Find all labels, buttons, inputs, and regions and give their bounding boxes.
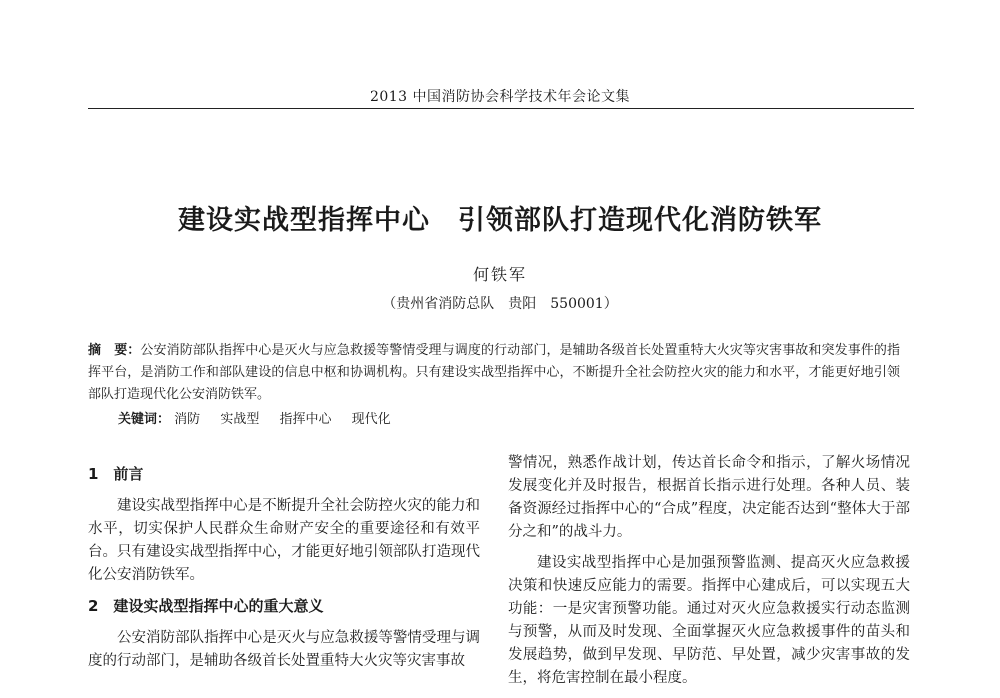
paper-title: 建设实战型指挥中心 引领部队打造现代化消防铁军 — [178, 205, 822, 236]
abstract-text: 公安消防部队指挥中心是灭火与应急救援等警情受理与调度的行动部门，是辅助各级首长处置重特大火灾等灾害事故和突发事件的指挥平台，是消防工作和部队建设的信息中枢和协调机构。只有建设实战型指挥中心，不断提升全社会防控火灾的能力和水平，才能更好地引领部队打造现代化公安消防铁军。 — [88, 343, 900, 402]
section-heading-introduction: 1 前言 — [88, 465, 144, 483]
body-paragraph: 建设实战型指挥中心是不断提升全社会防控火灾的能力和水平，切实保护人民群众生命财产安全的重要途径和有效平台。只有建设实战型指挥中心，才能更好地引领部队打造现代化公安消防铁军。 — [88, 498, 480, 583]
keyword: 实战型 — [220, 412, 260, 427]
keyword: 消防 — [174, 412, 201, 427]
running-header: 2013 中国消防协会科学技术年会论文集 — [369, 89, 631, 105]
abstract — [88, 340, 900, 406]
header-divider — [88, 108, 914, 109]
body-paragraph: 公安消防部队指挥中心是灭火与应急救援等警情受理与调度的行动部门，是辅助各级首长处置重特大火灾等灾害事故 — [88, 630, 480, 669]
abstract-label: 摘 要： — [88, 343, 141, 358]
author-affiliation: （贵州省消防总队 贵阳 550001） — [382, 296, 618, 312]
left-column — [88, 463, 480, 681]
section-heading-significance: 2 建设实战型指挥中心的重大意义 — [88, 597, 324, 615]
body-paragraph: 警情况，熟悉作战计划，传达首长命令和指示，了解火场情况发展变化并及时报告，根据首长指示进行处理。各种人员、装备资源经过指挥中心的“合成”程度，决定能否达到“整体大于部分之和”的战斗力。 — [508, 455, 910, 540]
body-paragraph: 建设实战型指挥中心是加强预警监测、提高灭火应急救援决策和快速反应能力的需要。指挥中心建成后，可以实现五大功能：一是灾害预警功能。通过对灭火应急救援实行动态监测与预警，从而及时发现、全面掌握灭火应急救援事件的苗头和发展趋势，做到早发现、早防范、早处置，减少灾害事故的发生，将危害控制在最小程度。 — [508, 555, 910, 686]
right-column — [508, 452, 910, 698]
keywords-label: 关键词： — [118, 412, 171, 427]
keyword: 现代化 — [351, 412, 391, 427]
keywords — [118, 409, 898, 431]
keyword: 指挥中心 — [279, 412, 332, 427]
author-name: 何铁军 — [472, 265, 527, 284]
